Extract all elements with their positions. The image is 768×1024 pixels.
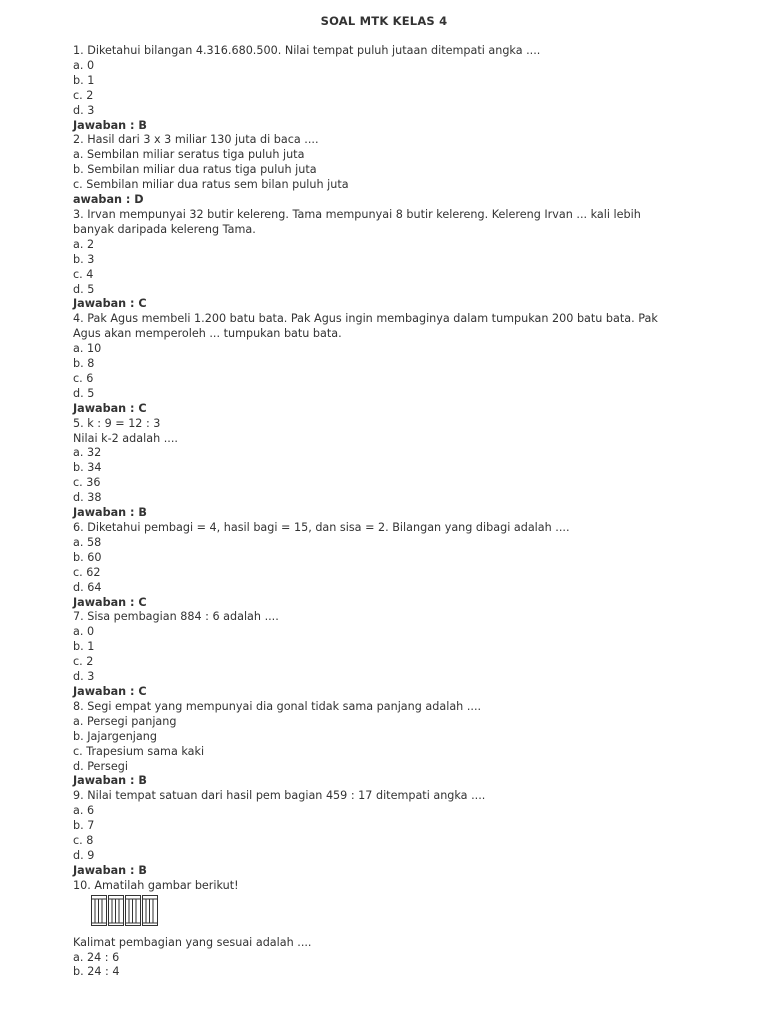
question-2-option-b: b. Sembilan miliar dua ratus tiga puluh juta: [73, 163, 317, 177]
question-1-answer: Jawaban : B: [73, 118, 147, 132]
question-10-text: 10. Amatilah gambar berikut!: [73, 878, 239, 892]
question-3-answer: Jawaban : C: [73, 297, 147, 311]
question-7-option-a: a. 0: [73, 625, 95, 639]
question-10-prompt: Kalimat pembagian yang sesuai adalah ....: [73, 935, 312, 949]
question-10-option-a: a. 24 : 6: [73, 950, 120, 964]
grouped-bars-figure-icon: [91, 894, 713, 936]
question-6-option-c: c. 62: [73, 565, 101, 579]
question-5-text-line-2: Nilai k-2 adalah ....: [73, 431, 178, 445]
question-3-text-line-2: banyak daripada kelereng Tama.: [73, 222, 256, 236]
question-6-option-d: d. 64: [73, 580, 102, 594]
question-2-option-c: c. Sembilan miliar dua ratus sem bilan puluh juta: [73, 178, 349, 192]
question-6-answer: Jawaban : C: [73, 595, 147, 609]
question-4-text-line-2: Agus akan memperoleh ... tumpukan batu bata.: [73, 327, 342, 341]
question-8-option-c: c. Trapesium sama kaki: [73, 744, 205, 758]
question-6-text: 6. Diketahui pembagi = 4, hasil bagi = 15, dan sisa = 2. Bilangan yang dibagi adalah ....: [73, 521, 570, 534]
question-4-text-line-1: 4. Pak Agus membeli 1.200 batu bata. Pak Agus ingin membaginya dalam tumpukan 200 batu bata. Pak: [73, 312, 658, 326]
document-title: SOAL MTK KELAS 4: [320, 14, 448, 28]
question-3-option-c: c. 4: [73, 267, 94, 281]
question-2-option-a: a. Sembilan miliar seratus tiga puluh juta: [73, 148, 305, 162]
question-1-option-b: b. 1: [73, 73, 95, 87]
question-8-option-b: b. Jajargenjang: [73, 729, 157, 743]
question-5-option-d: d. 38: [73, 491, 102, 505]
question-9-option-c: c. 8: [73, 834, 94, 848]
question-5-text-line-1: 5. k : 9 = 12 : 3: [73, 416, 161, 430]
question-9-answer: Jawaban : B: [73, 863, 147, 877]
question-4-option-c: c. 6: [73, 371, 94, 385]
question-8-option-a: a. Persegi panjang: [73, 714, 177, 728]
question-9-text: 9. Nilai tempat satuan dari hasil pem bagian 459 : 17 ditempati angka ....: [73, 789, 486, 803]
question-1-option-a: a. 0: [73, 58, 95, 72]
question-1-option-c: c. 2: [73, 88, 94, 102]
question-5-option-b: b. 34: [73, 461, 102, 475]
question-1-option-d: d. 3: [73, 103, 95, 117]
question-10-option-b: b. 24 : 4: [73, 965, 120, 979]
question-list: [73, 44, 713, 980]
question-5-option-a: a. 32: [73, 446, 102, 460]
question-4-option-a: a. 10: [73, 342, 102, 356]
question-5-option-c: c. 36: [73, 476, 101, 490]
question-2-answer: awaban : D: [73, 193, 144, 207]
question-3-option-b: b. 3: [73, 252, 95, 266]
question-2-text: 2. Hasil dari 3 x 3 miliar 130 juta di baca ....: [73, 133, 319, 147]
question-5-answer: Jawaban : B: [73, 506, 147, 520]
question-3-option-d: d. 5: [73, 282, 95, 296]
grouped-bars-figure-icon-drawing: [91, 895, 159, 927]
question-7-text: 7. Sisa pembagian 884 : 6 adalah ....: [73, 610, 279, 624]
question-9-option-a: a. 6: [73, 804, 95, 818]
question-6-option-b: b. 60: [73, 550, 102, 564]
question-7-answer: Jawaban : C: [73, 684, 147, 698]
question-7-option-b: b. 1: [73, 640, 95, 654]
question-8-answer: Jawaban : B: [73, 774, 147, 788]
question-4-option-b: b. 8: [73, 357, 95, 371]
question-8-option-d: d. Persegi: [73, 759, 128, 773]
question-8-text: 8. Segi empat yang mempunyai dia gonal tidak sama panjang adalah ....: [73, 699, 482, 713]
question-9-option-d: d. 9: [73, 848, 95, 862]
question-4-answer: Jawaban : C: [73, 401, 147, 415]
question-4-option-d: d. 5: [73, 386, 95, 400]
question-3-option-a: a. 2: [73, 237, 95, 251]
question-7-option-d: d. 3: [73, 670, 95, 684]
question-1-text: 1. Diketahui bilangan 4.316.680.500. Nilai tempat puluh jutaan ditempati angka ....: [73, 44, 541, 57]
question-3-text-line-1: 3. Irvan mempunyai 32 butir kelereng. Tama mempunyai 8 butir kelereng. Kelereng Irvan ... kali lebih: [73, 207, 641, 221]
question-9-option-b: b. 7: [73, 819, 95, 833]
question-7-option-c: c. 2: [73, 655, 94, 669]
question-6-option-a: a. 58: [73, 535, 102, 549]
